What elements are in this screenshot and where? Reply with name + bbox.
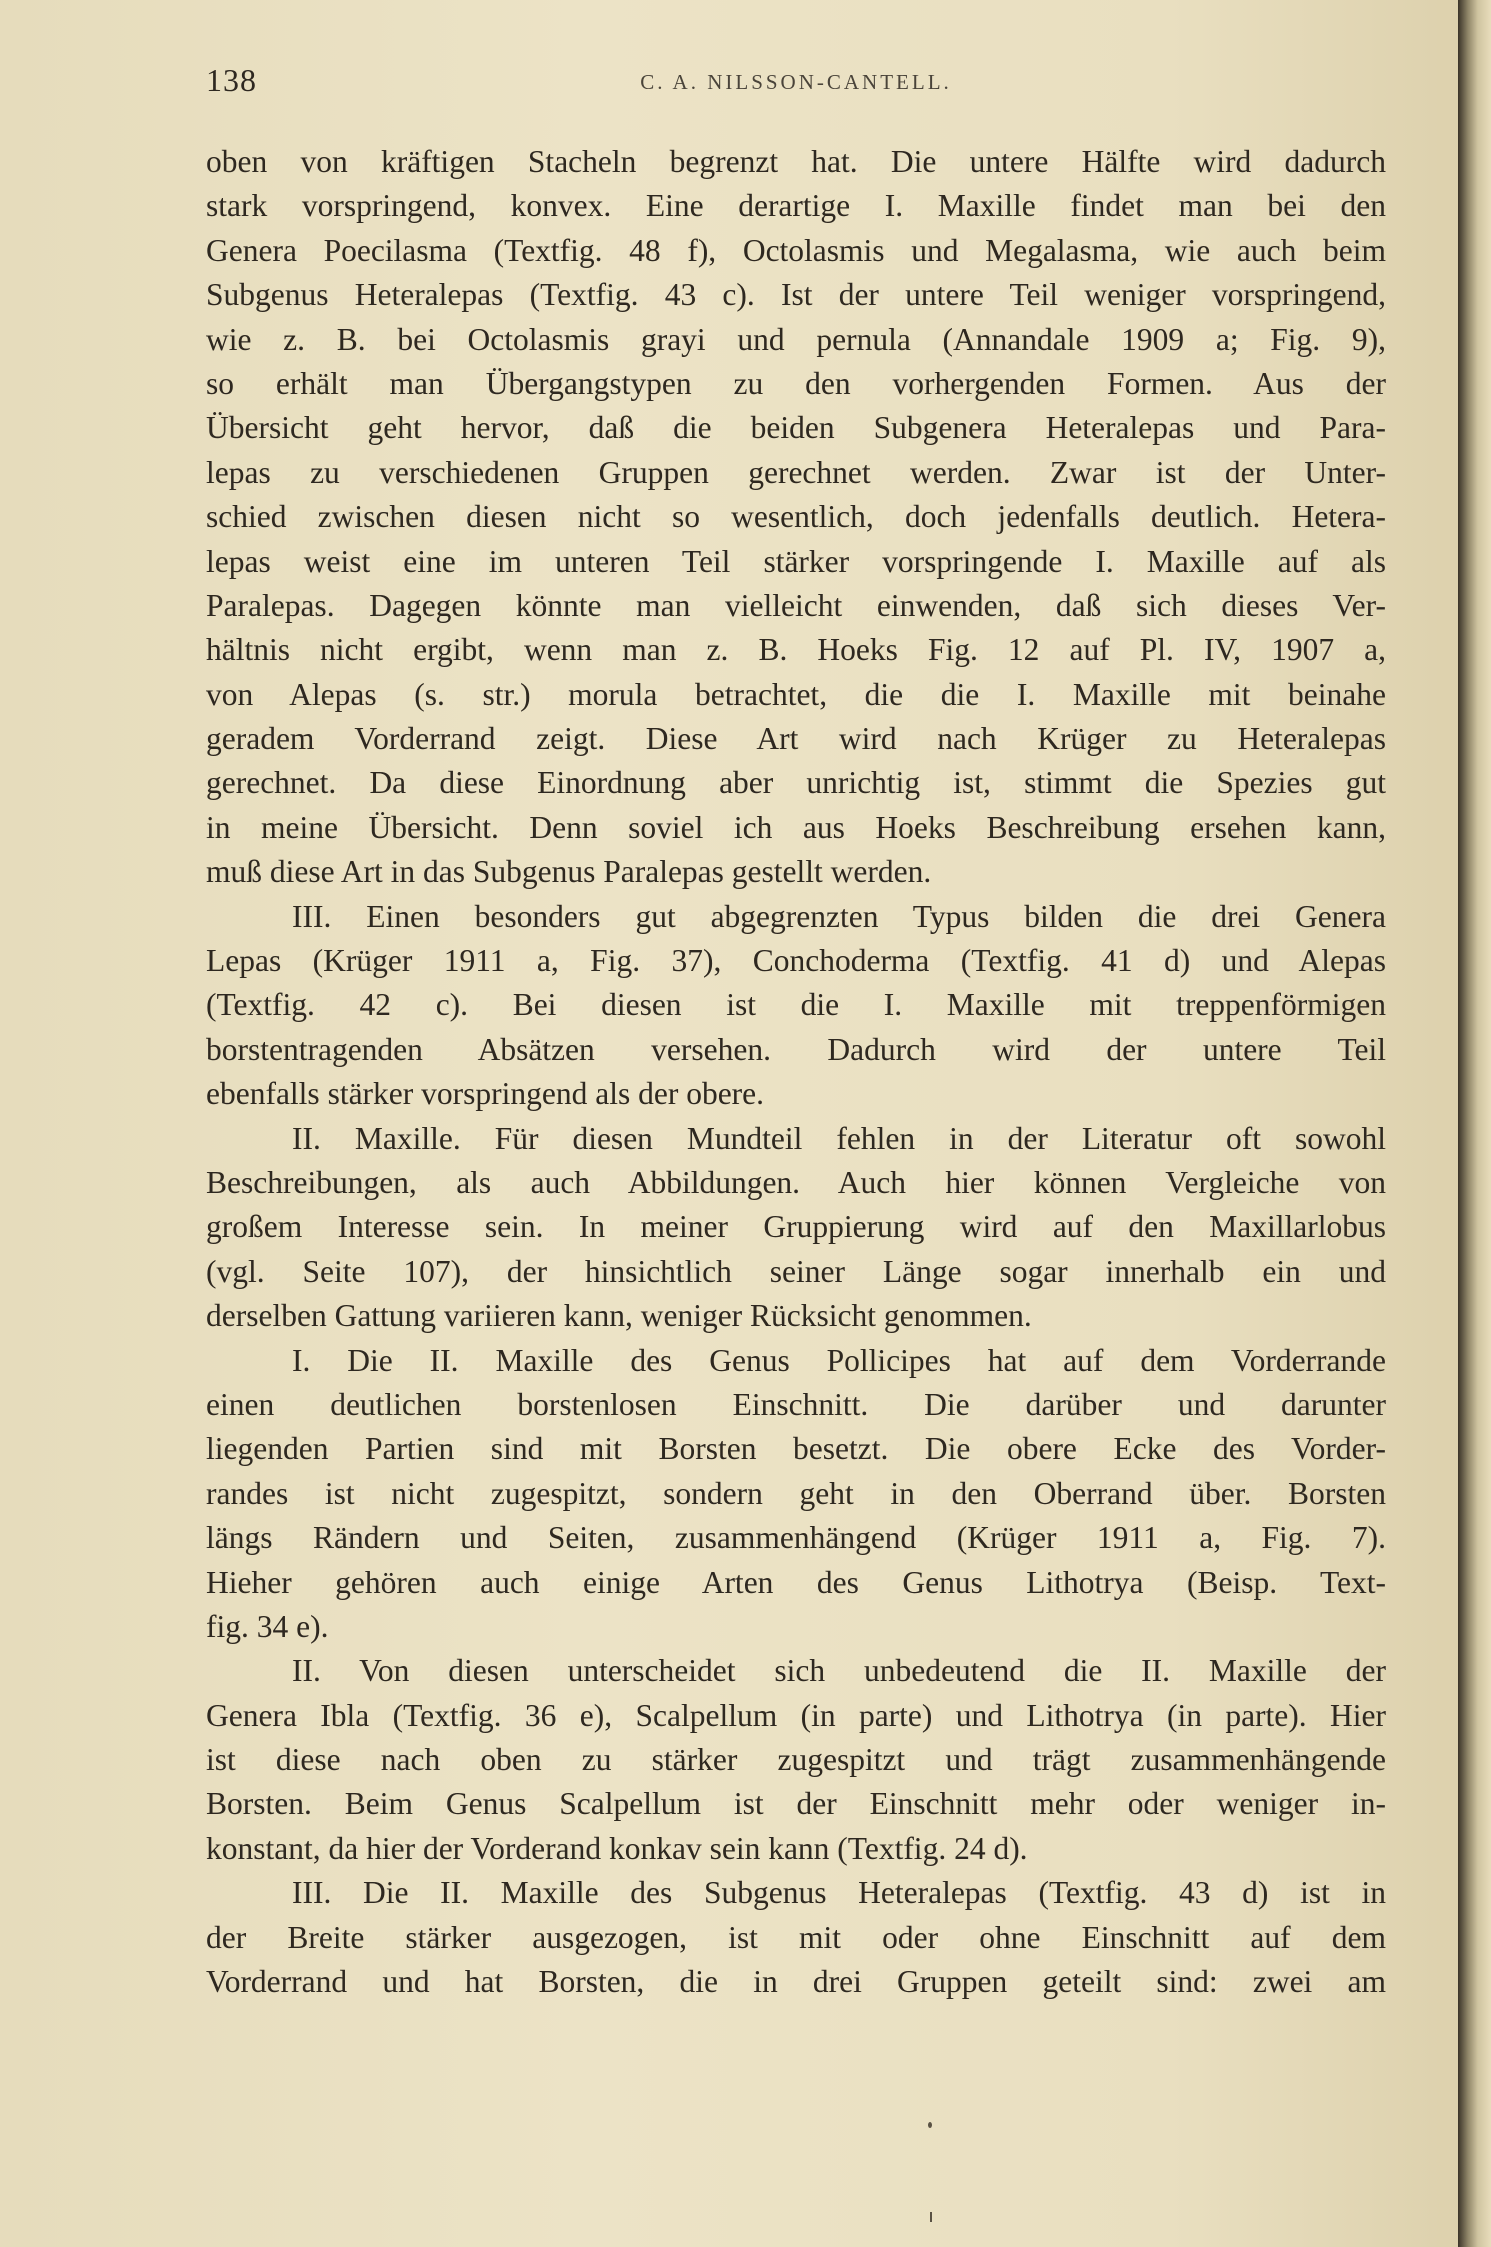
text-line: Hieher gehören auch einige Arten des Genus Lithotrya (Beisp. Text- bbox=[206, 1564, 1386, 1600]
text-line: so erhält man Übergangstypen zu den vorhergenden Formen. Aus der bbox=[206, 365, 1386, 401]
text-line: schied zwischen diesen nicht so wesentlich, doch jedenfalls deutlich. Hetera- bbox=[206, 499, 1386, 535]
text-line: ebenfalls stärker vorspringend als der obere. bbox=[206, 1076, 765, 1112]
text-line: von Alepas (s. str.) morula betrachtet, die die I. Maxille mit beinahe bbox=[206, 676, 1386, 712]
text-line: wie z. B. bei Octolasmis grayi und pernula (Annandale 1909 a; Fig. 9), bbox=[206, 321, 1386, 357]
text-line: lepas weist eine im unteren Teil stärker vorspringende I. Maxille auf als bbox=[206, 543, 1386, 579]
text-line: II. Von diesen unterscheidet sich unbedeutend die II. Maxille der bbox=[292, 1653, 1386, 1689]
text-line: Genera Poecilasma (Textfig. 48 f), Octolasmis und Megalasma, wie auch beim bbox=[206, 232, 1386, 268]
text-line: oben von kräftigen Stacheln begrenzt hat. Die untere Hälfte wird dadurch bbox=[206, 144, 1386, 179]
text-line: Borsten. Beim Genus Scalpellum ist der Einschnitt mehr oder weniger in- bbox=[206, 1786, 1386, 1822]
text-line: II. Maxille. Für diesen Mundteil fehlen in der Literatur oft sowohl bbox=[292, 1120, 1386, 1156]
text-line: Lepas (Krüger 1911 a, Fig. 37), Conchoderma (Textfig. 41 d) und Alepas bbox=[206, 943, 1386, 979]
text-line: einen deutlichen borstenlosen Einschnitt. Die darüber und darunter bbox=[206, 1386, 1386, 1422]
book-binding-edge bbox=[1458, 0, 1491, 2247]
text-line: Übersicht geht hervor, daß die beiden Subgenera Heteralepas und Para- bbox=[206, 410, 1386, 446]
ink-speck bbox=[930, 2212, 932, 2222]
text-line: fig. 34 e). bbox=[206, 1608, 329, 1644]
running-head: C. A. NILSSON-CANTELL. bbox=[640, 70, 952, 94]
text-line: (vgl. Seite 107), der hinsichtlich seiner Länge sogar innerhalb ein und bbox=[206, 1253, 1386, 1289]
text-line: liegenden Partien sind mit Borsten besetzt. Die obere Ecke des Vorder- bbox=[206, 1431, 1386, 1467]
text-line: Subgenus Heteralepas (Textfig. 43 c). Ist der untere Teil weniger vorspringend, bbox=[206, 277, 1386, 313]
text-line: (Textfig. 42 c). Bei diesen ist die I. Maxille mit treppenförmigen bbox=[206, 987, 1386, 1023]
text-line: ist diese nach oben zu stärker zugespitzt und trägt zusammenhängende bbox=[206, 1742, 1386, 1778]
text-line: borstentragenden Absätzen versehen. Dadurch wird der untere Teil bbox=[206, 1031, 1386, 1067]
text-line: I. Die II. Maxille des Genus Pollicipes hat auf dem Vorderrande bbox=[292, 1342, 1386, 1378]
text-line: Vorderrand und hat Borsten, die in drei Gruppen geteilt sind: zwei am bbox=[206, 1964, 1386, 2000]
text-line: III. Einen besonders gut abgegrenzten Typus bilden die drei Genera bbox=[292, 898, 1386, 934]
ink-speck bbox=[928, 2122, 932, 2128]
text-line: derselben Gattung variieren kann, weniger Rücksicht genommen. bbox=[206, 1298, 1032, 1334]
text-line: III. Die II. Maxille des Subgenus Heteralepas (Textfig. 43 d) ist in bbox=[292, 1875, 1386, 1911]
text-line: längs Rändern und Seiten, zusammenhängend (Krüger 1911 a, Fig. 7). bbox=[206, 1520, 1386, 1556]
text-line: Paralepas. Dagegen könnte man vielleicht einwenden, daß sich dieses Ver- bbox=[206, 587, 1386, 623]
page-number: 138 bbox=[206, 62, 257, 98]
text-line: randes ist nicht zugespitzt, sondern geht in den Oberrand über. Borsten bbox=[206, 1475, 1386, 1511]
text-line: der Breite stärker ausgezogen, ist mit oder ohne Einschnitt auf dem bbox=[206, 1919, 1386, 1955]
text-line: hältnis nicht ergibt, wenn man z. B. Hoeks Fig. 12 auf Pl. IV, 1907 a, bbox=[206, 632, 1386, 668]
page-header bbox=[206, 62, 1386, 112]
body-text bbox=[206, 140, 1386, 2004]
text-line: großem Interesse sein. In meiner Gruppierung wird auf den Maxillarlobus bbox=[206, 1209, 1386, 1245]
text-line: Beschreibungen, als auch Abbildungen. Auch hier können Vergleiche von bbox=[206, 1164, 1386, 1200]
text-line: geradem Vorderrand zeigt. Diese Art wird nach Krüger zu Heteralepas bbox=[206, 721, 1386, 757]
text-line: in meine Übersicht. Denn soviel ich aus Hoeks Beschreibung ersehen kann, bbox=[206, 809, 1386, 845]
text-line: stark vorspringend, konvex. Eine derartige I. Maxille findet man bei den bbox=[206, 188, 1386, 224]
text-line: muß diese Art in das Subgenus Paralepas gestellt werden. bbox=[206, 854, 932, 890]
text-line: gerechnet. Da diese Einordnung aber unrichtig ist, stimmt die Spezies gut bbox=[206, 765, 1386, 801]
text-line: Genera Ibla (Textfig. 36 e), Scalpellum (in parte) und Lithotrya (in parte). Hier bbox=[206, 1697, 1386, 1733]
text-line: konstant, da hier der Vorderand konkav sein kann (Textfig. 24 d). bbox=[206, 1830, 1028, 1866]
text-line: lepas zu verschiedenen Gruppen gerechnet werden. Zwar ist der Unter- bbox=[206, 454, 1386, 490]
